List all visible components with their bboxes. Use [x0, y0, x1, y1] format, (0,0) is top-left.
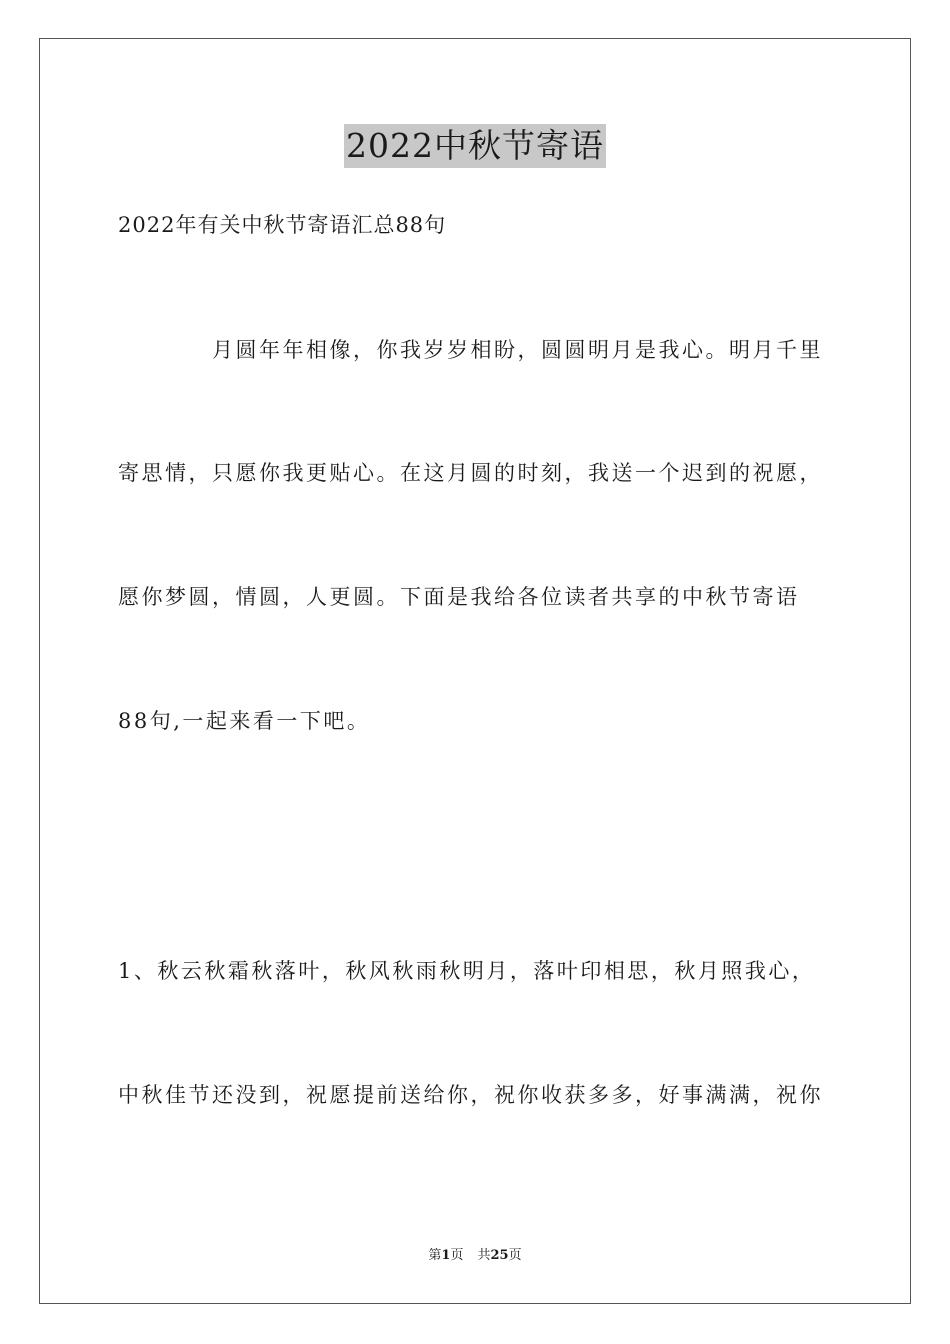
body-line-1: 月圆年年相像，你我岁岁相盼，圆圆明月是我心。明月千里: [212, 338, 823, 362]
body-line-5: 1、秋云秋霜秋落叶，秋风秋雨秋明月，落叶印相思，秋月照我心，: [118, 959, 816, 983]
body-line-4: 88句,一起来看一下吧。: [118, 709, 371, 733]
footer-total-suffix: 页: [508, 1248, 522, 1263]
document-title-text: 2022中秋节寄语: [344, 124, 606, 168]
page-footer: [0, 1247, 950, 1265]
footer-total-prefix: 共: [477, 1248, 491, 1263]
footer-page-suffix: 页: [450, 1248, 464, 1263]
footer-page-prefix: 第: [428, 1248, 442, 1263]
document-subtitle: 2022年有关中秋节寄语汇总88句: [118, 213, 447, 237]
body-line-2: 寄思情，只愿你我更贴心。在这月圆的时刻，我送一个迟到的祝愿，: [118, 461, 823, 485]
document-title: [0, 124, 950, 168]
body-line-6: 中秋佳节还没到，祝愿提前送给你，祝你收获多多，好事满满，祝你: [118, 1083, 823, 1107]
body-line-3: 愿你梦圆，情圆，人更圆。下面是我给各位读者共享的中秋节寄语: [118, 585, 800, 609]
footer-page-total: 25: [490, 1248, 509, 1263]
footer-page-current: 1: [441, 1248, 451, 1263]
